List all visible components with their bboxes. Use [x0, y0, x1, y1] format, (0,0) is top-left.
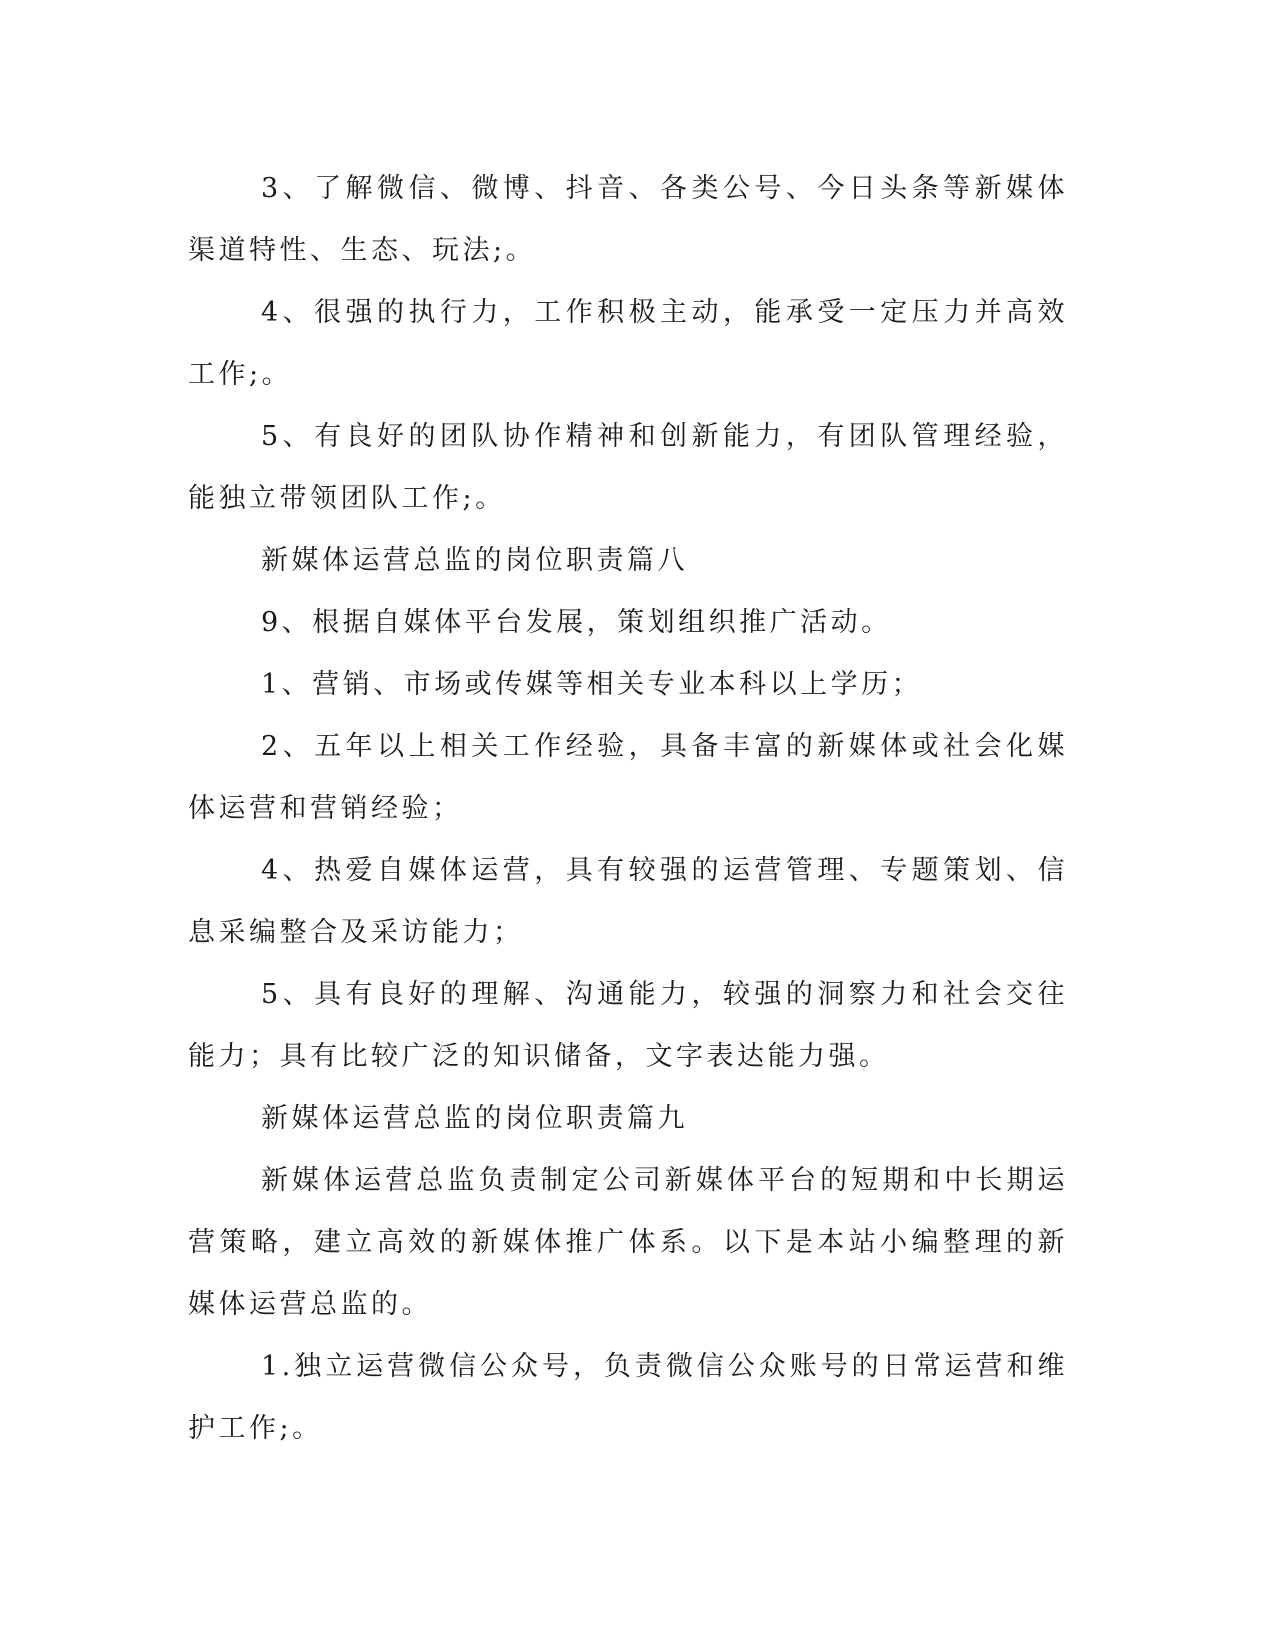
- paragraph: 4、很强的执行力，工作积极主动，能承受一定压力并高效工作;。: [188, 297, 1068, 390]
- paragraph: 1.独立运营微信公众号，负责微信公众账号的日常运营和维护工作;。: [188, 1351, 1068, 1444]
- paragraph: 2、五年以上相关工作经验，具备丰富的新媒体或社会化媒体运营和营销经验；: [188, 731, 1068, 824]
- section-heading: 新媒体运营总监的岗位职责篇九: [261, 1103, 688, 1134]
- document-page: [188, 158, 1068, 1460]
- paragraph: 4、热爱自媒体运营，具有较强的运营管理、专题策划、信息采编整合及采访能力；: [188, 855, 1068, 948]
- paragraph: 新媒体运营总监负责制定公司新媒体平台的短期和中长期运营策略，建立高效的新媒体推广体系。以下是本站小编整理的新媒体运营总监的。: [188, 1165, 1068, 1320]
- paragraph: 5、有良好的团队协作精神和创新能力，有团队管理经验，能独立带领团队工作;。: [188, 421, 1068, 514]
- paragraph: 3、了解微信、微博、抖音、各类公号、今日头条等新媒体渠道特性、生态、玩法;。: [188, 173, 1068, 266]
- paragraph: 9、根据自媒体平台发展，策划组织推广活动。: [261, 607, 892, 638]
- paragraph: 1、营销、市场或传媒等相关专业本科以上学历；: [261, 669, 923, 700]
- section-heading: 新媒体运营总监的岗位职责篇八: [261, 545, 688, 576]
- paragraph: 5、具有良好的理解、沟通能力，较强的洞察力和社会交往能力；具有比较广泛的知识储备，文字表达能力强。: [188, 979, 1068, 1072]
